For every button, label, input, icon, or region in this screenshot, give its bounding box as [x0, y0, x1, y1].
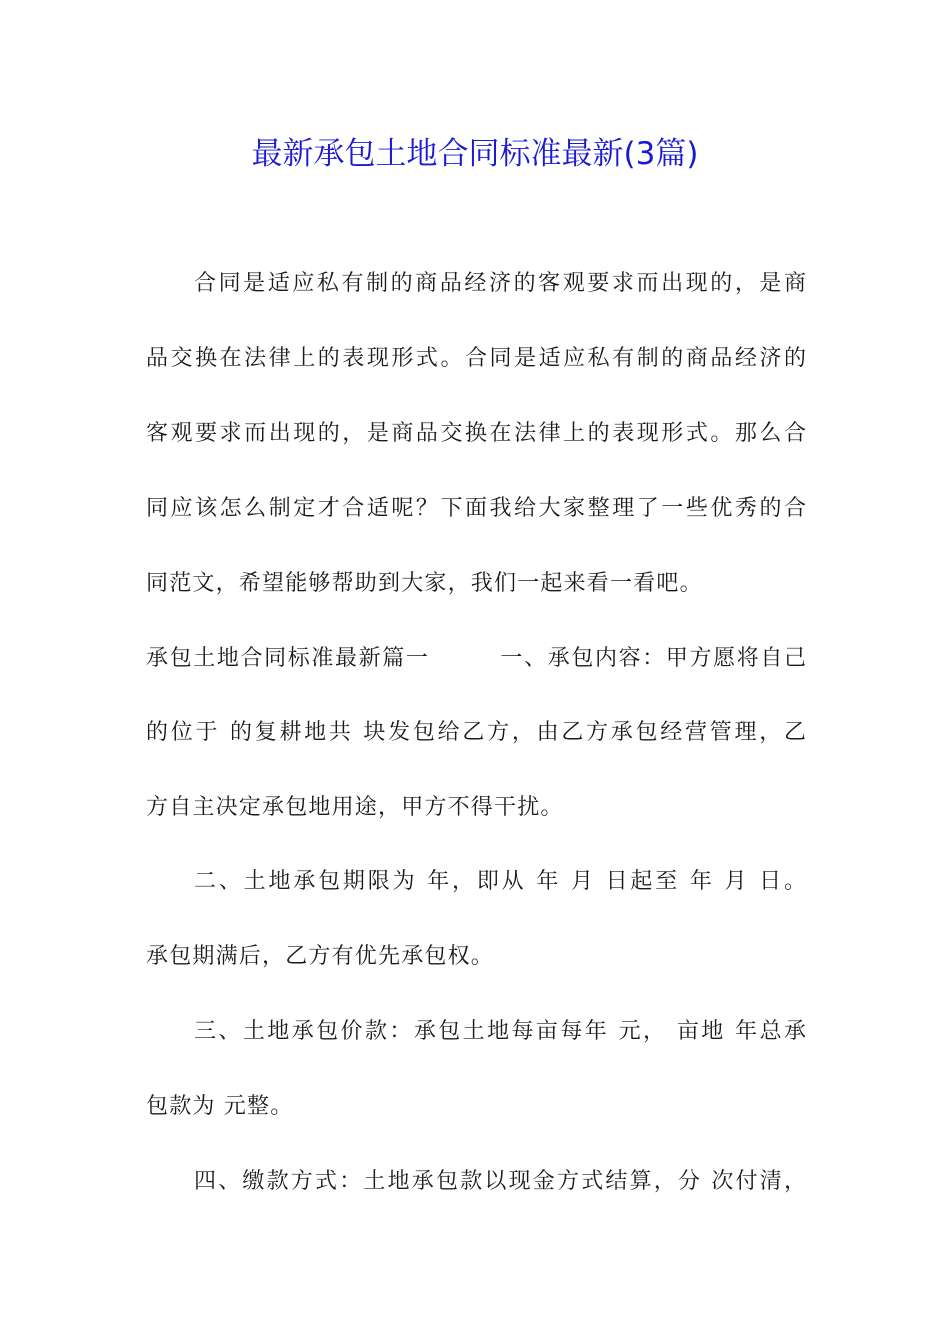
paragraph-line: 二、土地承包期限为 年，即从 年 月 日起至 年 月 日。: [194, 869, 806, 894]
section-heading-line: 承包土地合同标准最新篇一 一、承包内容：甲方愿将自己: [146, 646, 806, 671]
paragraph-line: 三、土地承包价款：承包土地每亩每年 元， 亩地 年总承: [194, 1019, 806, 1044]
paragraph-line: 四、缴款方式：土地承包款以现金方式结算，分 次付清，: [194, 1169, 806, 1194]
paragraph-line: 承包期满后，乙方有优先承包权。: [146, 944, 495, 969]
paragraph-line: 方自主决定承包地用途，甲方不得干扰。: [146, 795, 564, 820]
paragraph-line: 包款为 元整。: [146, 1094, 294, 1119]
paragraph-line: 同范文，希望能够帮助到大家，我们一起来看一看吧。: [146, 571, 703, 596]
paragraph-line: 合同是适应私有制的商品经济的客观要求而出现的，是商: [194, 271, 806, 296]
paragraph-line: 客观要求而出现的，是商品交换在法律上的表现形式。那么合: [146, 421, 806, 446]
paragraph-line: 的位于 的复耕地共 块发包给乙方，由乙方承包经营管理，乙: [146, 720, 806, 745]
document-title: 最新承包土地合同标准最新(3篇): [251, 136, 699, 172]
paragraph-line: 品交换在法律上的表现形式。合同是适应私有制的商品经济的: [146, 346, 806, 371]
paragraph-line: 同应该怎么制定才合适呢？下面我给大家整理了一些优秀的合: [146, 496, 806, 521]
